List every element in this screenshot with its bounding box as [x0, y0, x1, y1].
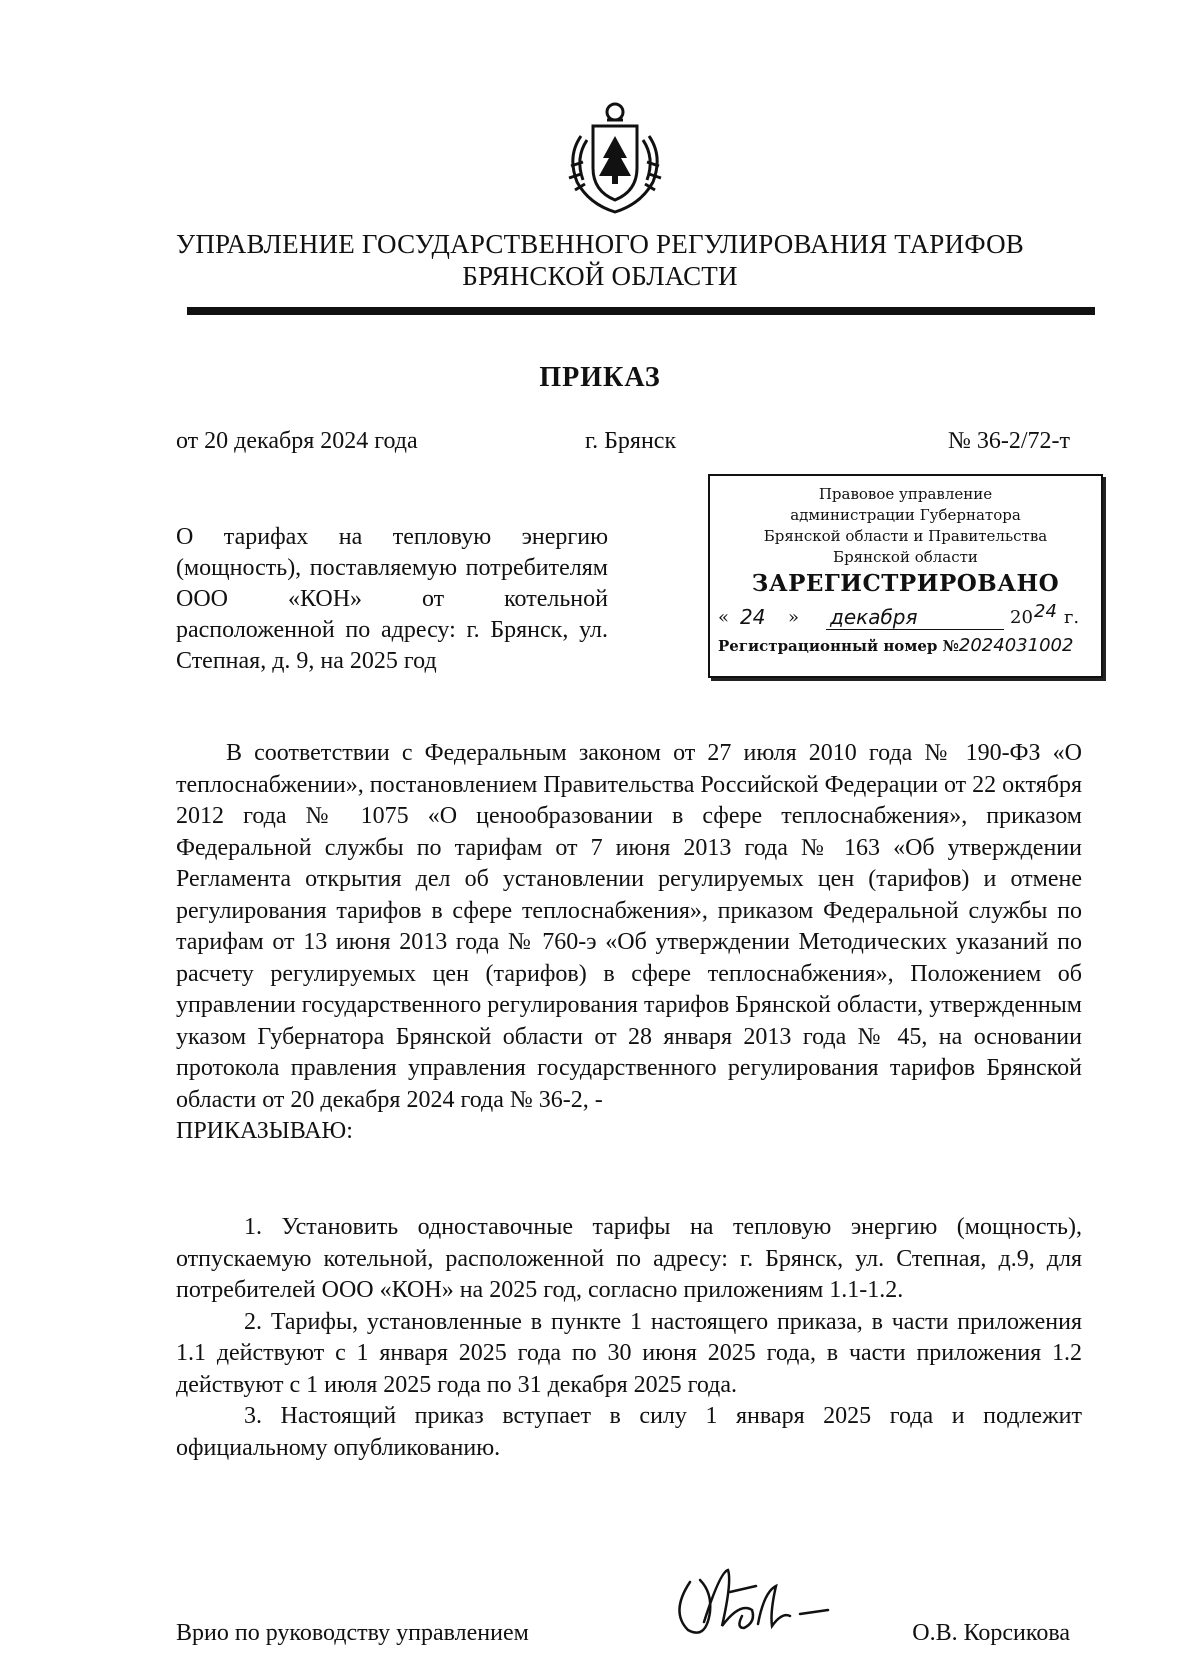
stamp-open-quote: «	[718, 607, 730, 628]
registration-stamp	[708, 474, 1103, 678]
order-items	[176, 1212, 1082, 1464]
stamp-day: 24	[740, 605, 766, 629]
order-item-2: 2. Тарифы, установленные в пункте 1 настоящего приказа, в части приложения 1.1 действуют с 1 января 2025 года по 30 июня 2025 года, в части приложения 1.2 действуют с 1 июля 2025 года по 31 декабря 2025 года.	[176, 1308, 1082, 1398]
stamp-close-quote: »	[788, 607, 800, 628]
order-number: № 36-2/72-т	[947, 428, 1070, 454]
order-city: г. Брянск	[585, 428, 677, 454]
organization-name-line2: БРЯНСКОЙ ОБЛАСТИ	[462, 261, 738, 291]
stamp-organization	[710, 484, 1101, 568]
stamp-year-suffix: 24	[1034, 601, 1057, 622]
coat-of-arms-icon	[553, 96, 677, 220]
handwritten-signature-icon	[660, 1552, 840, 1652]
organization-name	[120, 228, 1080, 292]
order-subject: О тарифах на тепловую энергию (мощность), поставляемую потребителям ООО «КОН» от котельной расположенной по адресу: г. Брянск, ул. Степная, д. 9, на 2025 год	[176, 524, 608, 674]
stamp-org-line2: администрации Губернатора	[790, 506, 1021, 524]
stamp-date-line	[710, 601, 1101, 635]
order-preamble	[176, 738, 1082, 1148]
stamp-month: декабря	[830, 605, 918, 629]
signatory-position: Врио по руководству управлением	[176, 1620, 529, 1646]
stamp-registration-number	[710, 635, 1101, 665]
header-divider	[187, 307, 1095, 315]
stamp-year-unit: г.	[1064, 607, 1080, 628]
preamble-paragraph: В соответствии с Федеральным законом от 27 июля 2010 года № 190-ФЗ «О теплоснабжении», постановлением Правительства Российской Федерации от 22 октября 2012 года № 1075 «О ценообразовании в сфере теплоснабжения», приказом Федеральной службы по тарифам от 7 июня 2013 года № 163 «Об утверждении Регламента открытия дел об установлении регулируемых цен (тарифов) и отмене регулирования тарифов в сфере теплоснабжения», приказом Федеральной службы по тарифам от 13 июня 2013 года № 760-э «Об утверждении Методических указаний по расчету регулируемых цен (тарифов) в сфере теплоснабжения», Положением об управлении государственного регулирования тарифов Брянской области, утвержденным указом Губернатора Брянской области от 28 января 2013 года № 45, на основании протокола правления управления государственного регулирования тарифов Брянской области от 20 декабря 2024 года № 36-2, -	[176, 740, 1082, 1113]
order-item-1: 1. Установить одноставочные тарифы на тепловую энергию (мощность), отпускаемую котельной, расположенной по адресу: г. Брянск, ул. Степная, д.9, для потребителей ООО «КОН» на 2025 год, согласно приложениям 1.1-1.2.	[176, 1214, 1082, 1303]
stamp-month-underline	[826, 629, 1004, 630]
order-item-3: 3. Настоящий приказ вступает в силу 1 января 2025 года и подлежит официальному опубликованию.	[176, 1403, 1082, 1461]
stamp-org-line3: Брянской области и Правительства	[763, 527, 1048, 545]
signatory-name: О.В. Корсикова	[912, 1620, 1070, 1646]
stamp-year-prefix: 20	[1010, 607, 1033, 628]
stamp-org-line1: Правовое управление	[818, 485, 993, 503]
stamp-registered-label: ЗАРЕГИСТРИРОВАНО	[751, 570, 1060, 597]
stamp-regnum-value: 2024031002	[958, 635, 1074, 656]
stamp-org-line4: Брянской области	[833, 548, 978, 566]
order-directive: ПРИКАЗЫВАЮ:	[176, 1118, 353, 1144]
stamp-regnum-label: Регистрационный номер №	[718, 637, 959, 655]
document-title: ПРИКАЗ	[539, 362, 661, 393]
order-date: от 20 декабря 2024 года	[176, 428, 418, 454]
organization-name-line1: УПРАВЛЕНИЕ ГОСУДАРСТВЕННОГО РЕГУЛИРОВАНИЯ ТАРИФОВ	[176, 229, 1024, 259]
